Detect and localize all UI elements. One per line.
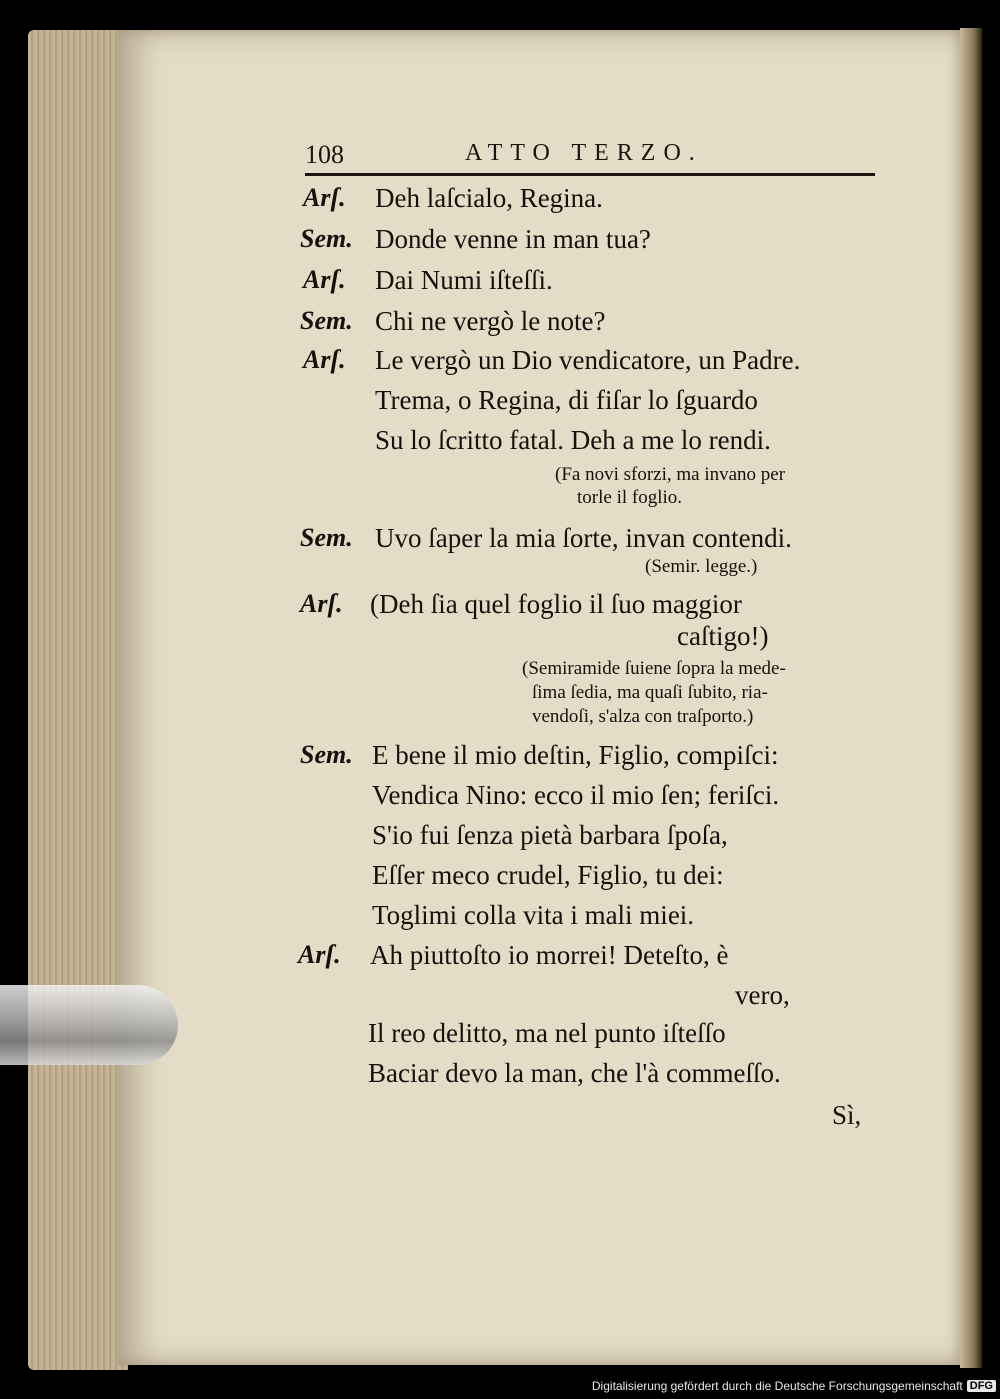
speaker-label: Arſ.: [303, 345, 346, 374]
speaker-label: Sem.: [300, 306, 353, 335]
page-clip: [0, 985, 178, 1065]
footer-credit: [592, 1377, 996, 1395]
book-right-edge: [960, 28, 982, 1368]
verse-line: Uvo ſaper la mia ſorte, invan contendi.: [375, 523, 792, 553]
speaker-label: Sem.: [300, 523, 353, 552]
stage-direction-line: ſima ſedia, ma quaſi ſubito, ria-: [532, 682, 768, 703]
verse-line: Il reo delitto, ma nel punto iſteſſo: [368, 1018, 726, 1048]
verse-line: S'io fui ſenza pietà barbara ſpoſa,: [372, 820, 728, 850]
dfg-logo-icon: DFG: [967, 1380, 996, 1392]
verse-line: Le vergò un Dio vendicatore, un Padre.: [375, 345, 801, 375]
verse-line: caſtigo!): [677, 621, 769, 651]
stage-direction-line: (Fa novi sforzi, ma invano per: [555, 464, 786, 485]
speaker-label: Arſ.: [303, 265, 346, 294]
verse-line: Toglimi colla vita i mali miei.: [372, 900, 695, 930]
speaker-label: Arſ.: [298, 940, 341, 969]
verse-line: Donde venne in man tua?: [375, 224, 651, 254]
stage-direction-line: torle il foglio.: [577, 487, 683, 508]
verse-line: Trema, o Regina, di fiſar lo ſguardo: [375, 385, 758, 415]
verse-line: vero,: [735, 980, 790, 1010]
verse-line: Eſſer meco crudel, Figlio, tu dei:: [372, 860, 724, 890]
page-header: [305, 140, 875, 170]
verse-line: Ah piuttoſto io morrei! Deteſto, è: [370, 940, 729, 970]
verse-line: Deh laſcialo, Regina.: [375, 183, 603, 213]
catchword: Sì,: [832, 1100, 862, 1130]
stage-direction-line: (Semiramide ſuiene ſopra la mede-: [522, 658, 786, 679]
verse-line: Chi ne vergò le note?: [375, 306, 606, 336]
verse-line: Su lo ſcritto fatal. Deh a me lo rendi.: [375, 425, 771, 455]
verse-line: (Deh ſia quel foglio il ſuo maggior: [370, 589, 742, 619]
verse-line: Baciar devo la man, che l'à commeſſo.: [368, 1058, 781, 1088]
speaker-label: Sem.: [300, 740, 353, 769]
verse-line: E bene il mio deſtin, Figlio, compiſci:: [372, 740, 779, 770]
speaker-label: Sem.: [300, 224, 353, 253]
speaker-label: Arſ.: [300, 589, 343, 618]
book-page-edges: [28, 30, 128, 1370]
speaker-label: Arſ.: [303, 183, 346, 212]
running-head: ATTO TERZO.: [465, 140, 703, 166]
page-number: 108: [305, 140, 344, 169]
verse-line: Vendica Nino: ecco il mio ſen; feriſci.: [372, 780, 780, 810]
verse-line: Dai Numi iſteſſi.: [375, 265, 553, 295]
footer-credit-text: Digitalisierung gefördert durch die Deutsche Forschungsgemeinschaft: [591, 1379, 963, 1393]
header-rule: [305, 173, 875, 176]
stage-direction-line: vendoſi, s'alza con traſporto.): [532, 706, 754, 727]
stage-direction-line: (Semir. legge.): [645, 556, 758, 577]
